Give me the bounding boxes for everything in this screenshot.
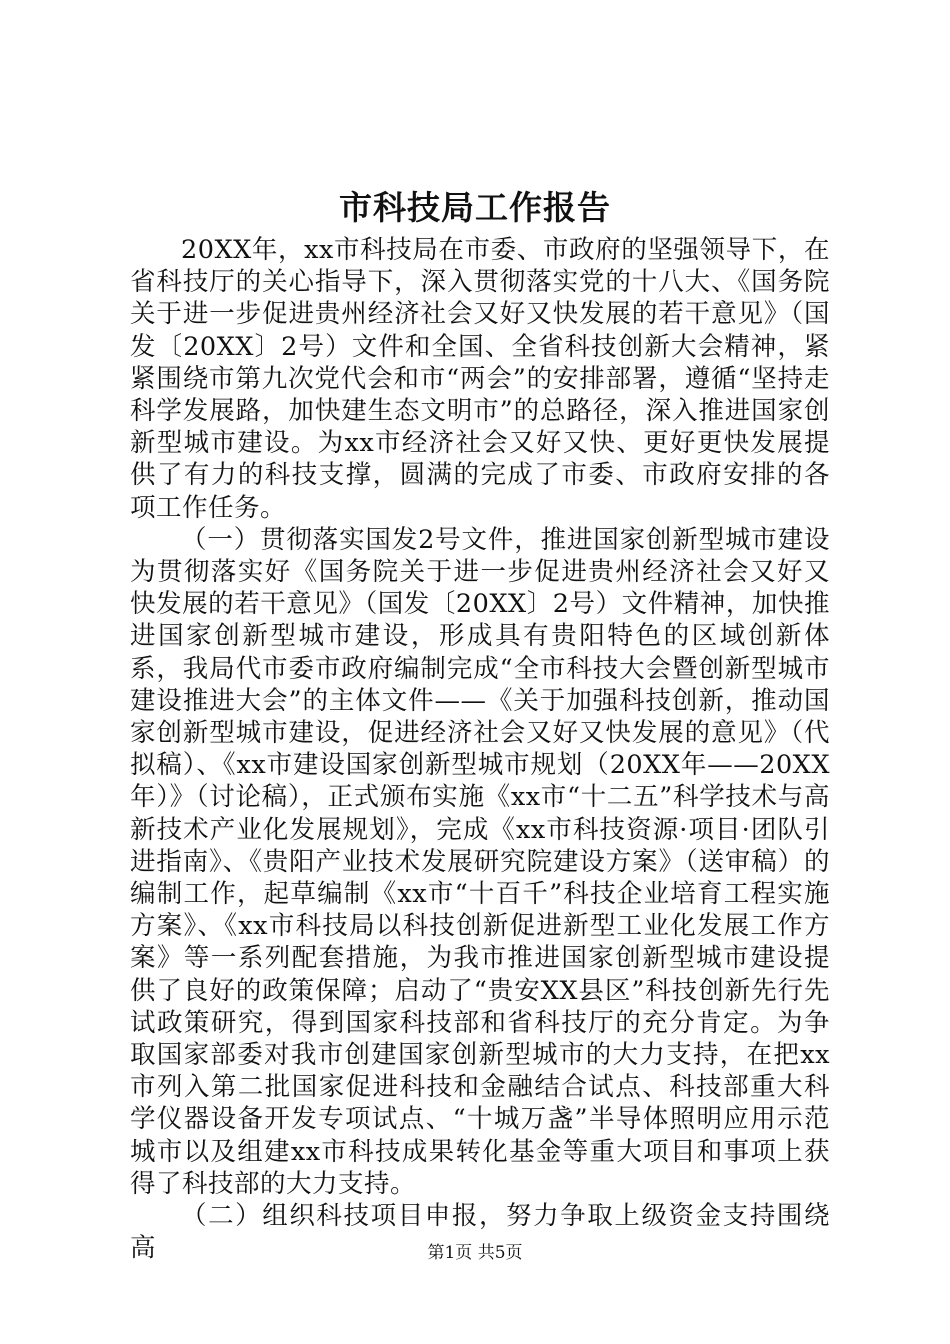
page-title: 市科技局工作报告 — [339, 188, 611, 227]
paragraph-section-2: （二）组织科技项目申报，努力争取上级资金支持围绕高 — [130, 1201, 830, 1264]
page-footer: 第1页 共5页 — [427, 1243, 523, 1263]
paragraph-intro: 20XX年，xx市科技局在市委、市政府的坚强领导下，在省科技厅的关心指导下，深入贯彻落实党的十八大、《国务院关于进一步促进贵州经济社会又好又快发展的若干意见》（国发〔20XX〕2号）文件和全国、全省科技创新大会精神，紧紧围绕市第九次党代会和市“两会”的安排部署，遵循“坚持走科学发展路，加快建生态文明市”的总路径，深入推进国家创新型城市建设。为xx市经济社会又好又快、更好更快发展提供了有力的科技支撑，圆满的完成了市委、市政府安排的各项工作任务。 — [130, 235, 830, 523]
paragraph-section-1: （一）贯彻落实国发2号文件，推进国家创新型城市建设为贯彻落实好《国务院关于进一步促进贵州经济社会又好又快发展的若干意见》（国发〔20XX〕2号）文件精神，加快推进国家创新型城市建设，形成具有贵阳特色的区域创新体系，我局代市委市政府编制完成“全市科技大会暨创新型城市建设推进大会”的主体文件——《关于加强科技创新，推动国家创新型城市建设，促进经济社会又好又快发展的意见》（代拟稿）、《xx市建设国家创新型城市规划（20XX年——20XX年）》（讨论稿），正式颁布实施《xx市“十二五”科学技术与高新技术产业化发展规划》，完成《xx市科技资源·项目·团队引进指南》、《贵阳产业技术发展研究院建设方案》（送审稿）的编制工作，起草编制《xx市“十百千”科技企业培育工程实施方案》、《xx市科技局以科技创新促进新型工业化发展工作方案》等一系列配套措施，为我市推进国家创新型城市建设提供了良好的政策保障；启动了“贵安XX县区”科技创新先行先试政策研究，得到国家科技部和省科技厅的充分肯定。为争取国家部委对我市创建国家创新型城市的大力支持，在把xx市列入第二批国家促进科技和金融结合试点、科技部重大科学仪器设备开发专项试点、“十城万盏”半导体照明应用示范城市以及组建xx市科技成果转化基金等重大项目和事项上获得了科技部的大力支持。 — [130, 524, 830, 1199]
document-body — [130, 234, 830, 1265]
